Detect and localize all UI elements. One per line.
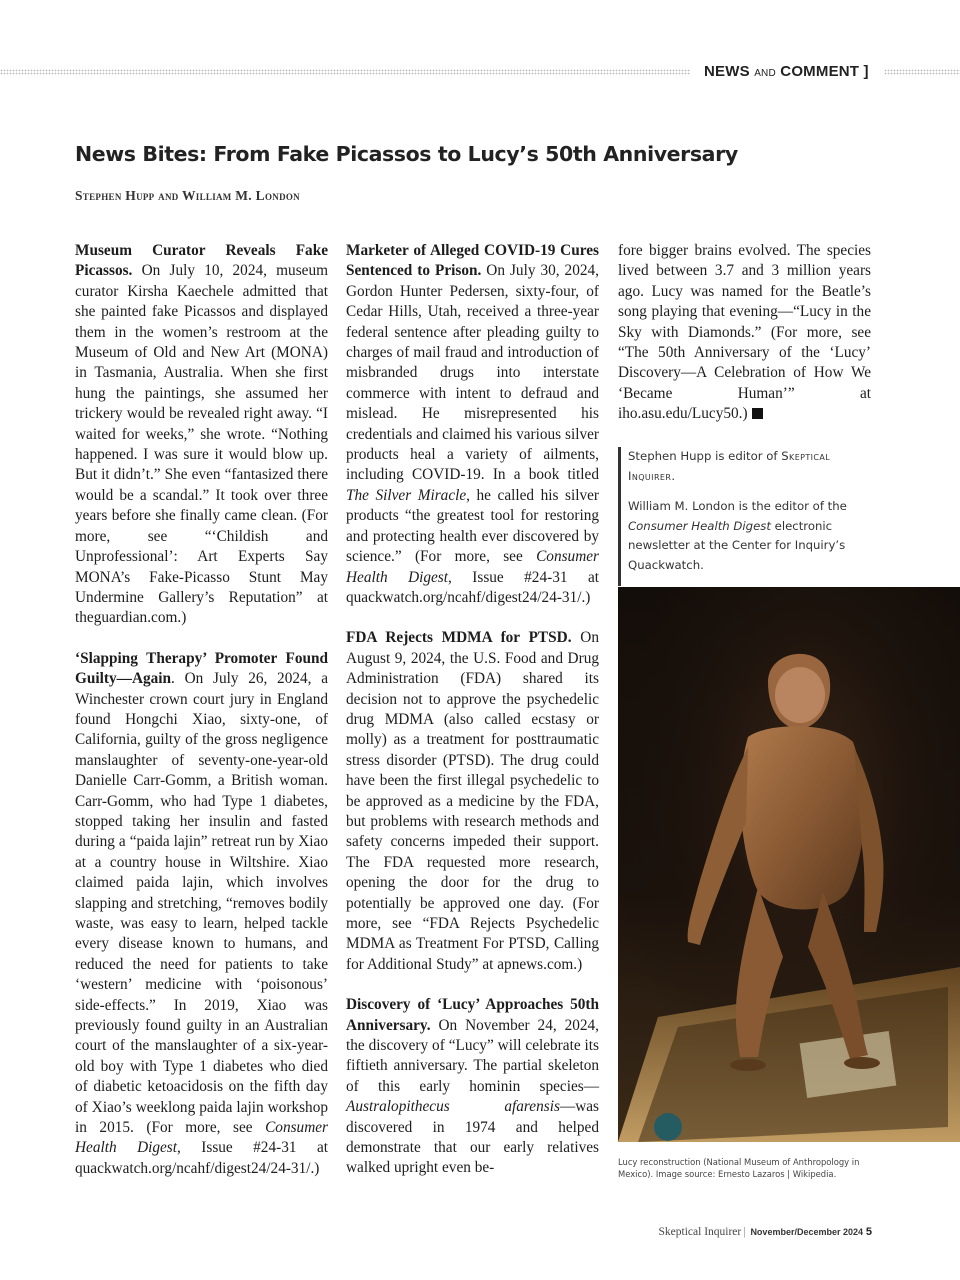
news-item: Discovery of ‘Lucy’ Approaches 50th Anniversary. On November 24, 2024, the discovery of “Lucy” will celebrate its fiftieth anniversary. The partial skeleton of this early hominin species—Australopithecus afarensis—was discovered in 1974 and helped demonstrate that our early relatives walked upright even be-: [346, 996, 599, 1177]
page-number: 5: [865, 1226, 872, 1238]
lucy-photo: [618, 587, 960, 1142]
news-item-head: ‘Slapping Therapy’ Promoter Found Guilty—Again: [75, 649, 328, 688]
page-footer: Skeptical Inquirer | November/December 2024 5: [658, 1226, 872, 1238]
column-1: [75, 241, 328, 1199]
end-mark-icon: [752, 408, 763, 419]
column-3: [618, 241, 871, 445]
news-item-head: Discovery of ‘Lucy’ Approaches 50th Anniversary.: [346, 996, 599, 1034]
news-item-head: FDA Rejects MDMA for PTSD.: [346, 629, 572, 647]
dotted-rule-right: [884, 69, 960, 75]
column-2: [346, 241, 599, 1199]
author-bio: [618, 447, 873, 586]
news-item: Marketer of Alleged COVID-19 Cures Sentenced to Prison. On July 30, 2024, Gordon Hunter Pedersen, sixty-four, of Cedar Hills, Utah, received a three-year federal sentence after pleading guilty to charges of mail fraud and introduction of misbranded drugs into interstate commerce with intent to defraud and mislead. He misrepresented his credentials and claimed his various silver products heal a variety of ailments, including COVID-19. In a book titled The Silver Miracle, he called his silver products “the greatest tool for restoring and protecting health ever discovered by science.” (For more, see Consumer Health Digest, Issue #24-31 at quackwatch.org/ncahf/digest24/24-31/.): [346, 242, 599, 606]
bio-hupp: Stephen Hupp is editor of Skeptical Inquirer.: [628, 449, 831, 483]
footer-issue: November/December 2024: [750, 1227, 863, 1237]
news-item: FDA Rejects MDMA for PTSD. On August 9, 2024, the U.S. Food and Drug Administration (FDA) shared its decision not to approve the psychedelic drug MDMA (also called ecstasy or molly) as a treatment for posttraumatic stress disorder (PTSD). The drug could have been the first illegal psychedelic to be approved as a medicine by the FDA, but problems with research methods and safety concerns impeded their support. The FDA requested more research, opening the door for the drug to potentially be approved one day. (For more, see “FDA Rejects Psychedelic MDMA as Treatment For PTSD, Calling for Additional Study” at apnews.com.): [346, 629, 599, 973]
news-item-head: Museum Curator Reveals Fake Picassos.: [75, 242, 328, 280]
news-item: ‘Slapping Therapy’ Promoter Found Guilty—Again. On July 26, 2024, a Winchester crown court jury in England found Hongchi Xiao, sixty-one, of California, guilty of the gross negligence manslaughter of seventy-one-year-old Danielle Carr-Gomm, a British woman. Carr-Gomm, who had Type 1 diabetes, stopped taking her insulin and fasted during a “paida lajin” retreat run by Xiao at a country house in Wiltshire. Xiao claimed paida lajin, which involves slapping and stretching, “removes bodily waste, was easy to learn, helped tackle every disease known to humans, and reduced the need for patients to take ‘western’ medicine with ‘poisonous’ side-effects.” In 2019, Xiao was previously found guilty in an Australian court of the manslaughter of a six-year-old boy with Type 1 diabetes who died of diabetic ketoacidosis on the fifth day of Xiao’s weeklong paida lajin workshop in 2015. (For more, see Consumer Health Digest, Issue #24-31 at quackwatch.org/ncahf/digest24/24-31/.): [75, 649, 328, 1177]
section-header: NEWS AND COMMENT ]: [704, 63, 869, 80]
dotted-rule-left: [0, 69, 690, 75]
lucy-reconstruction-image: [618, 587, 960, 1142]
museum-logo-icon: [654, 1113, 682, 1141]
photo-caption: Lucy reconstruction (National Museum of Anthropology in Mexico). Image source: Ernesto Lazaros | Wikipedia.: [618, 1157, 860, 1179]
article-title: News Bites: From Fake Picassos to Lucy’s 50th Anniversary: [75, 142, 738, 166]
byline: Stephen Hupp and William M. London: [75, 188, 300, 203]
footer-magazine: Skeptical Inquirer: [658, 1226, 742, 1238]
news-item-head: Marketer of Alleged COVID-19 Cures Sentenced to Prison.: [346, 242, 599, 280]
news-item-continuation: fore bigger brains evolved. The species lived between 3.7 and 3 million years ago. Lucy was named for the Beatle’s song playing that evening—“Lucy in the Sky with Diamonds.” (For more, see “The 50th Anniversary of the ‘Lucy’ Discovery—A Celebration of How We ‘Became Human’” at iho.asu.edu/Lucy50.): [618, 242, 871, 423]
bio-london: William M. London is the editor of the Consumer Health Digest electronic newsletter at the Center for Inquiry’s Quackwatch.: [628, 499, 847, 572]
news-item: Museum Curator Reveals Fake Picassos. On July 10, 2024, museum curator Kirsha Kaechele admitted that she painted fake Picassos and displayed them in the women’s restroom at the Museum of Old and New Art (MONA) in Tasmania, Australia. When she first hung the paintings, she assumed her trickery would be revealed right away. “I waited for weeks,” she wrote. “Nothing happened. I was sure it would blow up. But it didn’t.” She even “fantasized there would be a scandal.” It took over three years before she finally came clean. (For more, see “‘Childish and Unprofessional’: Art Experts Say MONA’s Fake-Picasso Stunt May Undermine Gallery’s Reputation” at theguardian.com.): [75, 242, 328, 627]
